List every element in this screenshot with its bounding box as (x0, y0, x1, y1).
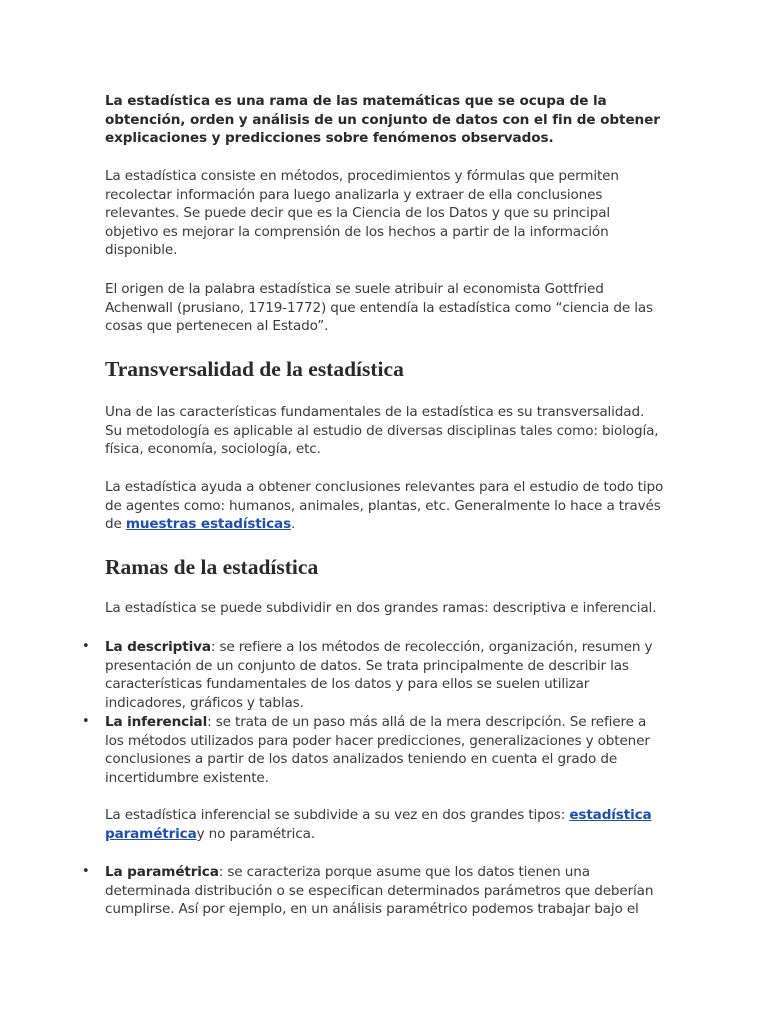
intro-paragraph-1: La estadística consiste en métodos, procedimientos y fórmulas que permiten recolectar información para luego analizarla y extraer de ella conclusiones relevantes. Se puede decir que es la Ciencia de los Datos y que su principal objetivo es mejorar la comprensión de los hechos a partir de la información disponible. (105, 168, 619, 259)
bullet-marker: • (82, 714, 90, 729)
bullet-marker: • (82, 864, 90, 879)
list-item-inferencial (105, 713, 665, 787)
transversalidad-paragraph-2-end: . (291, 516, 296, 533)
list-item-descriptiva-text: : se refiere a los métodos de recolección, organización, resumen y presentación de un conjunto de datos. Se trata principalmente de describir las características fundamentales de los datos y para ellos se suelen utilizar indicadores, gráficos y tablas. (105, 639, 653, 711)
estadistica-parametrica-link[interactable]: estadística paramétrica (105, 807, 652, 842)
section-heading-transversalidad: Transversalidad de la estadística (105, 357, 404, 381)
term-inferencial: La inferencial (105, 714, 208, 730)
term-parametrica: La paramétrica (105, 864, 219, 880)
list-item-inferencial-text: : se trata de un paso más allá de la mera descripción. Se refiere a los métodos utilizados para poder hacer predicciones, generalizaciones y obtener conclusiones a partir de los datos analizados teniendo en cuenta el grado de incertidumbre existente. (105, 714, 650, 786)
list-item-descriptiva (105, 638, 665, 712)
transversalidad-paragraph-2-text: La estadística ayuda a obtener conclusiones relevantes para el estudio de todo tipo de agentes como: humanos, animales, plantas, etc. Generalmente lo hace a través de (105, 479, 664, 533)
inferencial-paragraph-end: y no paramétrica. (196, 825, 315, 842)
muestras-estadisticas-link[interactable]: muestras estadísticas (125, 516, 292, 533)
list-item-parametrica (105, 863, 665, 919)
list-item-parametrica-text: : se caracteriza porque asume que los datos tienen una determinada distribución o se especifican determinados parámetros que deberían cumplirse. Así por ejemplo, en un análisis paramétrico podemos trabajar bajo el (105, 864, 654, 918)
intro-lead: La estadística es una rama de las matemáticas que se ocupa de la obtención, orden y análisis de un conjunto de datos con el fin de obtener explicaciones y predicciones sobre fenómenos observados. (105, 93, 660, 147)
transversalidad-paragraph-2 (105, 478, 665, 534)
inferencial-paragraph-text: La estadística inferencial se subdivide a su vez en dos grandes tipos: (105, 807, 570, 823)
ramas-intro: La estadística se puede subdividir en dos grandes ramas: descriptiva e inferencial. (105, 600, 657, 616)
term-descriptiva: La descriptiva (105, 639, 211, 655)
transversalidad-paragraph-1: Una de las características fundamentales de la estadística es su transversalidad. Su metodología es aplicable al estudio de diversas disciplinas tales como: biología, física, economía, sociología, etc. (105, 404, 659, 458)
bullet-marker: • (82, 639, 90, 654)
section-heading-ramas: Ramas de la estadística (105, 555, 319, 579)
intro-paragraph-2: El origen de la palabra estadística se suele atribuir al economista Gottfried Achenwall (prusiano, 1719-1772) que entendía la estadística como “ciencia de las cosas que pertenecen al Estado”. (105, 281, 653, 335)
inferencial-paragraph (105, 806, 665, 843)
